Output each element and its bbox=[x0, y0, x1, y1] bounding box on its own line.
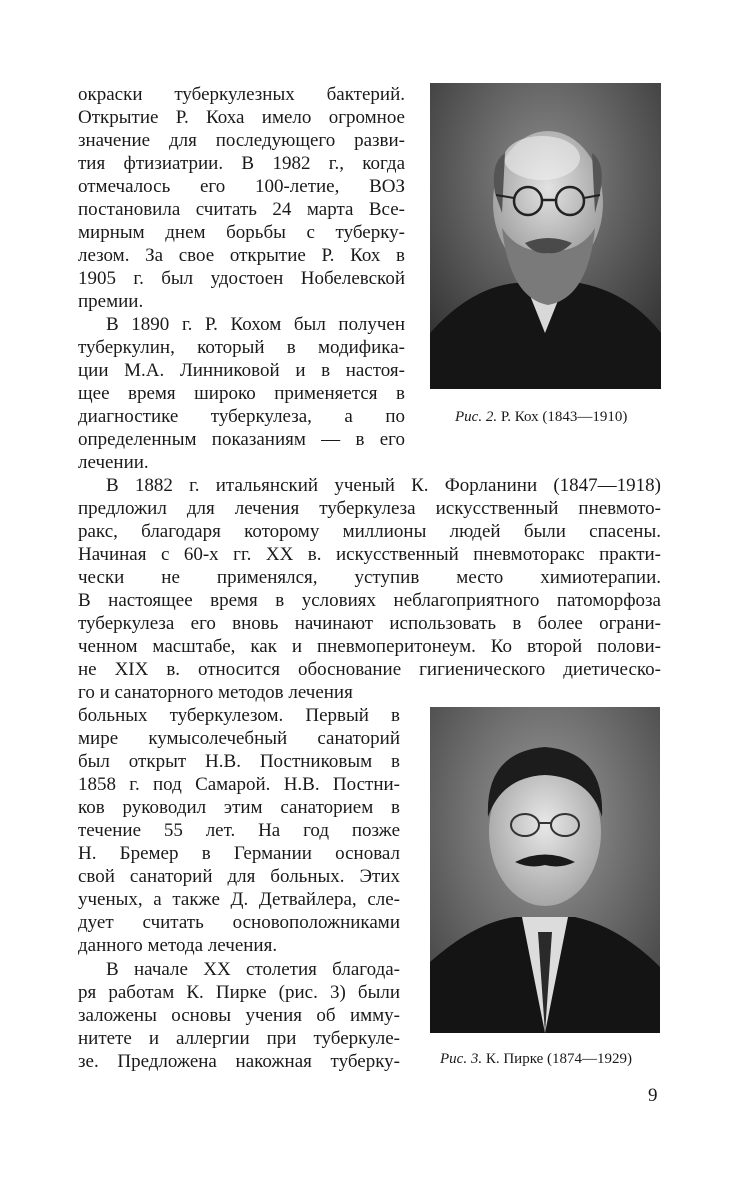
text-line: определенным показаниям — в его bbox=[78, 429, 405, 450]
text-line: ции М.А. Линниковой и в настоя- bbox=[78, 360, 405, 381]
text-line: го и санаторного методов лечения bbox=[78, 682, 353, 703]
text-line: В начале XX столетия благода- bbox=[106, 959, 400, 980]
text-line: зе. Предложена накожная туберку- bbox=[78, 1051, 400, 1072]
text-line: тия фтизиатрии. В 1982 г., когда bbox=[78, 153, 405, 174]
portrait-pirquet bbox=[430, 707, 660, 1033]
text-line: туберкулин, который в модифика- bbox=[78, 337, 405, 358]
figure-caption-text: К. Пирке (1874—1929) bbox=[485, 1051, 633, 1067]
text-line: ученых, а также Д. Детвайлера, сле- bbox=[78, 889, 400, 910]
text-line: был открыт Н.В. Постниковым в bbox=[78, 751, 400, 772]
figure-pirquet-caption bbox=[440, 1050, 632, 1068]
text-line: дует считать основоположниками bbox=[78, 912, 400, 933]
text-line: В 1882 г. итальянский ученый К. Форланини (1847—1918) bbox=[106, 475, 661, 496]
text-line: диагностике туберкулеза, а по bbox=[78, 406, 405, 427]
text-line: свой санаторий для больных. Этих bbox=[78, 866, 400, 887]
text-line: предложил для лечения туберкулеза искусственный пневмото- bbox=[78, 498, 661, 519]
text-line: 1858 г. под Самарой. Н.В. Постни- bbox=[78, 774, 400, 795]
text-line: В настоящее время в условиях неблагоприятного патоморфоза bbox=[78, 590, 661, 611]
text-line: Начиная с 60-х гг. XX в. искусственный пневмоторакс практи- bbox=[78, 544, 661, 565]
text-line: постановила считать 24 марта Все- bbox=[78, 199, 405, 220]
text-line: ченном масштабе, как и пневмоперитонеум. Ко второй полови- bbox=[78, 636, 661, 657]
text-line: мире кумысолечебный санаторий bbox=[78, 728, 400, 749]
figure-label: Рис. 2. bbox=[455, 409, 498, 425]
text-line: премии. bbox=[78, 291, 144, 312]
figure-koch-photo bbox=[430, 83, 661, 389]
text-line: нитете и аллергии при туберкуле- bbox=[78, 1028, 400, 1049]
text-line: окраски туберкулезных бактерий. bbox=[78, 84, 405, 105]
text-line: туберкулеза его вновь начинают использовать в более ограни- bbox=[78, 613, 661, 634]
figure-koch-caption bbox=[455, 408, 627, 426]
text-line: лезом. За свое открытие Р. Кох в bbox=[78, 245, 405, 266]
text-line: В 1890 г. Р. Кохом был получен bbox=[106, 314, 405, 335]
text-line: больных туберкулезом. Первый в bbox=[78, 705, 400, 726]
text-line: заложены основы учения об имму- bbox=[78, 1005, 400, 1026]
text-line: течение 55 лет. На год позже bbox=[78, 820, 400, 841]
text-line: не XIX в. относится обоснование гигиенического диетическо- bbox=[78, 659, 661, 680]
text-line: данного метода лечения. bbox=[78, 935, 278, 956]
text-line: ракс, благодаря которому миллионы людей были спасены. bbox=[78, 521, 661, 542]
text-line: ря работам К. Пирке (рис. 3) были bbox=[78, 982, 400, 1003]
text-line: Открытие Р. Коха имело огромное bbox=[78, 107, 405, 128]
portrait-koch bbox=[430, 83, 661, 389]
page-number: 9 bbox=[648, 1085, 658, 1106]
text-line: ков руководил этим санаторием в bbox=[78, 797, 400, 818]
figure-caption-text: Р. Кох (1843—1910) bbox=[500, 409, 628, 425]
figure-pirquet-photo bbox=[430, 707, 660, 1033]
text-line: 1905 г. был удостоен Нобелевской bbox=[78, 268, 405, 289]
text-line: лечении. bbox=[78, 452, 149, 473]
text-line: мирным днем борьбы с туберку- bbox=[78, 222, 405, 243]
text-line: значение для последующего разви- bbox=[78, 130, 405, 151]
text-line: чески не применялся, уступив место химиотерапии. bbox=[78, 567, 661, 588]
text-line: отмечалось его 100-летие, ВОЗ bbox=[78, 176, 405, 197]
figure-label: Рис. 3. bbox=[440, 1051, 483, 1067]
text-line: щее время широко применяется в bbox=[78, 383, 405, 404]
text-line: Н. Бремер в Германии основал bbox=[78, 843, 400, 864]
